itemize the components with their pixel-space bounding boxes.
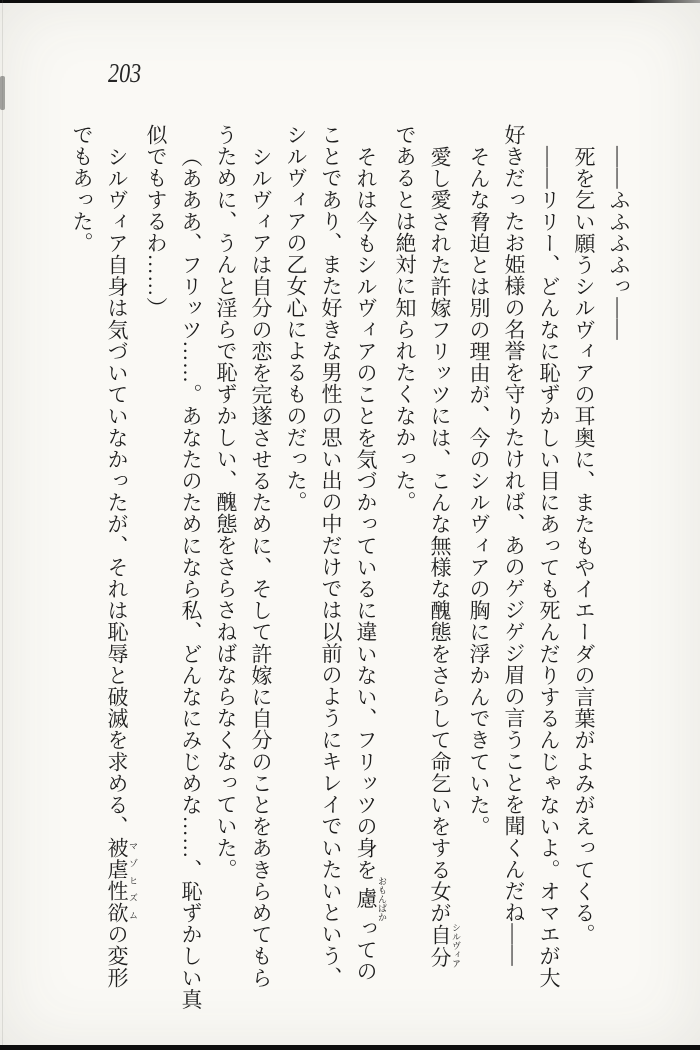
ruby-annotated-text [428, 923, 461, 969]
text-run: うために、うんと淫らで恥ずかしい、醜態をさらさねばならなくなっていた。 [214, 124, 238, 880]
text-run: 死を乞い願うシルヴィアの耳奥に、またもやイエーダの言葉がよみがえってくる。 [572, 146, 596, 946]
text-column [278, 124, 313, 1036]
text-column [348, 124, 387, 1036]
ruby-base: 自分 [428, 923, 452, 969]
text-column [208, 124, 243, 1036]
ruby-text: おもんぱか [377, 876, 387, 922]
text-run: 愛し愛された許嫁フリッツには、こんな無様な醜態をさらして命乞いをする女が [428, 146, 452, 924]
text-column [566, 124, 601, 1036]
ruby-text: マゾヒズム [128, 837, 138, 924]
text-column [138, 124, 173, 1036]
text-column [601, 124, 636, 1036]
ruby-annotated-text [354, 876, 387, 922]
text-run: ――ふふふふっ―― [607, 146, 631, 341]
text-column [531, 124, 566, 1036]
text-run: そんな脅迫とは別の理由が、今のシルヴィアの胸に浮かんできていた。 [467, 146, 491, 838]
text-run: それは今もシルヴィアのことを気づかっているに違いない、フリッツの身を [354, 146, 378, 881]
ruby-base: 慮 [354, 876, 378, 922]
text-column [496, 124, 531, 1036]
scan-artifact [0, 76, 5, 110]
text-column [387, 124, 422, 1036]
text-column [461, 124, 496, 1036]
text-column [99, 124, 138, 1036]
text-run: シルヴィアの乙女心によるものだった。 [284, 124, 308, 513]
top-border-rule [0, 0, 700, 3]
text-column [422, 124, 461, 1036]
text-run: シルヴィア自身は気づいていなかったが、それは恥辱と破滅を求める、 [105, 146, 129, 838]
text-column [64, 124, 99, 1036]
text-run: 好きだったお姫様の名誉を守りたければ、あのゲジゲジ眉の言うことを聞くんだね―― [502, 124, 526, 967]
ruby-text: シルヴィア [451, 923, 461, 969]
bottom-border-rule [0, 1045, 700, 1050]
text-run: の変形 [105, 923, 129, 989]
page-edge-line [2, 0, 3, 1050]
text-run: 似でもするわ……） [144, 124, 168, 319]
text-run: でもあった。 [70, 124, 94, 254]
text-column [243, 124, 278, 1036]
text-column [313, 124, 348, 1036]
text-run: ――リリー、どんなに恥ずかしい目にあっても死んだりするんじゃないよ。オマエが大 [537, 146, 561, 989]
text-column [173, 124, 208, 1036]
text-run: ことであり、また好きな男性の思い出の中だけでは以前のようにキレイでいたいという、 [319, 124, 343, 988]
page-number: 203 [108, 58, 142, 88]
text-run: であるとは絶対に知られたくなかった。 [393, 124, 417, 513]
text-block [70, 124, 636, 1036]
text-run: シルヴィアは自分の恋を完遂させるために、そして許嫁に自分のことをあきらめてもら [249, 146, 273, 989]
text-run: っての [354, 917, 378, 983]
ruby-base: 被虐性欲 [105, 837, 129, 924]
text-run: （あああ、フリッツ……。あなたのためになら私、どんなにみじめな……、恥ずかしい真 [179, 146, 203, 1010]
ruby-annotated-text [105, 837, 138, 924]
